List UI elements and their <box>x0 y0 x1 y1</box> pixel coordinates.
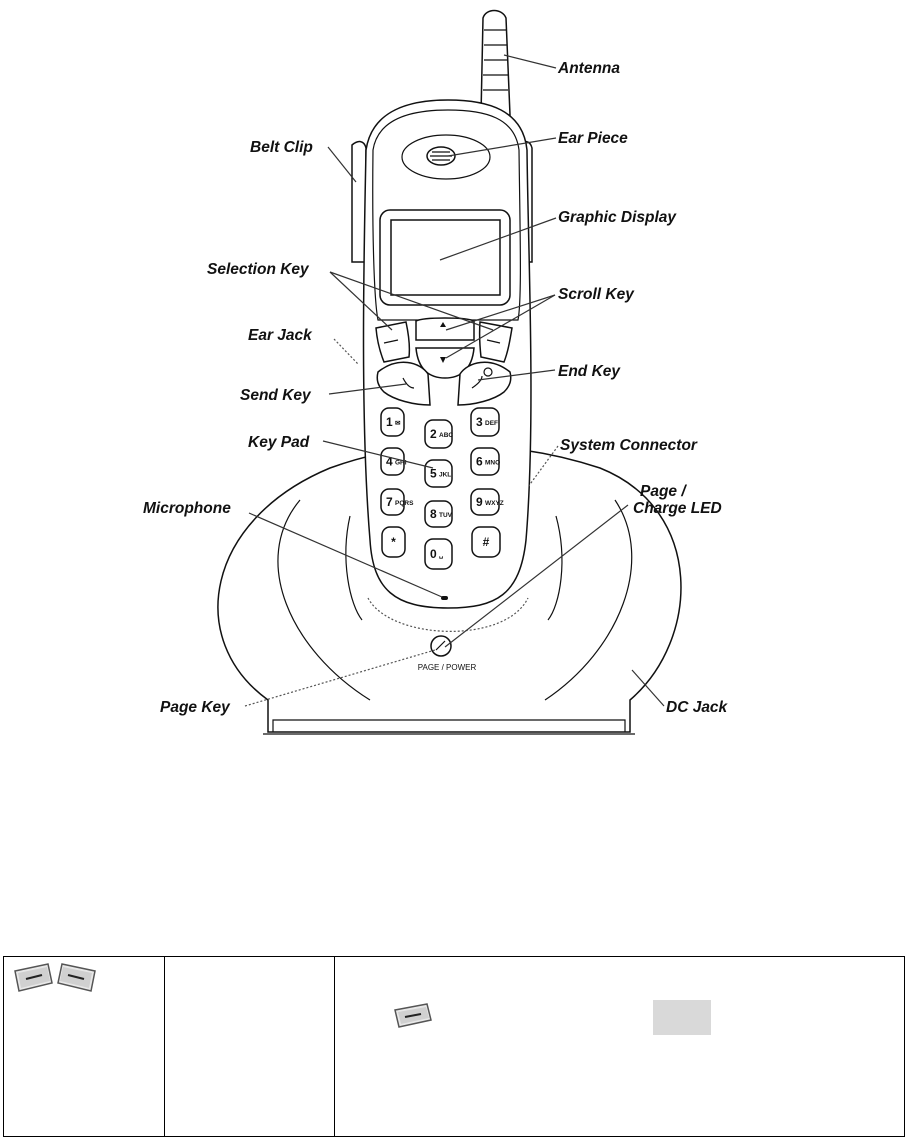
keypad-digit: 2 <box>430 427 437 441</box>
keypad-digit: 0 <box>430 547 437 561</box>
keypad-letters: MNO <box>485 459 501 467</box>
label-graphic-display: Graphic Display <box>558 209 677 226</box>
keypad-key-star <box>382 527 405 557</box>
keypad-digit: 1 <box>386 415 393 429</box>
keypad-key-4 <box>381 448 407 475</box>
keypad-digit: 6 <box>476 454 483 469</box>
label-page-charge-led <box>633 483 722 517</box>
label-antenna: Antenna <box>558 60 620 77</box>
label-ear-jack: Ear Jack <box>248 327 312 344</box>
label-page-charge-led-line2: Charge LED <box>633 500 722 517</box>
keypad-digit: 8 <box>430 507 437 521</box>
keypad-key-6 <box>471 448 500 475</box>
keypad-letters: ✉ <box>395 420 401 427</box>
table-row <box>4 957 905 1137</box>
label-system-connector: System Connector <box>560 437 697 454</box>
keypad-digit: 5 <box>430 466 437 481</box>
keypad-key-hash <box>472 527 500 557</box>
keypad-letters: ABC <box>439 432 454 439</box>
keypad-digit: 7 <box>386 495 393 509</box>
key-description-table <box>3 956 905 1137</box>
page-power-label: PAGE / POWER <box>417 663 477 672</box>
keypad-key-5 <box>425 460 452 487</box>
handset <box>352 11 532 609</box>
keypad-letters: GHI <box>395 459 407 467</box>
page-key-button <box>431 636 451 656</box>
label-ear-piece: Ear Piece <box>558 130 628 147</box>
keypad-digit: # <box>482 535 490 549</box>
label-send-key: Send Key <box>240 387 311 404</box>
label-end-key: End Key <box>558 363 621 380</box>
keypad-key-8 <box>425 501 453 527</box>
soft-key-inline-icon <box>393 1002 433 1028</box>
keypad-digit: 4 <box>386 454 393 469</box>
table-cell-icon <box>4 957 165 1137</box>
keypad-letters: JKL <box>439 471 452 479</box>
table-cell-description <box>335 957 905 1137</box>
soft-key-left-icon <box>15 964 52 991</box>
label-key-pad: Key Pad <box>248 434 310 451</box>
label-dc-jack: DC Jack <box>666 699 728 716</box>
keypad-key-1 <box>381 408 404 436</box>
soft-key-right-icon <box>58 964 95 991</box>
keypad-letters: PQRS <box>395 500 414 507</box>
keypad-key-2 <box>425 420 453 448</box>
keypad-key-0 <box>425 539 452 569</box>
keypad-digit: 9 <box>476 495 483 509</box>
label-selection-key: Selection Key <box>207 261 309 278</box>
table-cell-name <box>165 957 335 1137</box>
highlighted-word-box <box>653 1000 711 1035</box>
label-scroll-key: Scroll Key <box>558 286 634 303</box>
keypad-letters: ␣ <box>439 552 444 559</box>
label-microphone: Microphone <box>143 500 231 517</box>
label-belt-clip: Belt Clip <box>250 139 313 156</box>
keypad-letters: TUV <box>439 512 452 519</box>
keypad-digit: * <box>391 535 396 549</box>
label-page-key: Page Key <box>160 699 230 716</box>
keypad-digit: 3 <box>476 415 483 429</box>
keypad-letters: DEF <box>485 420 498 427</box>
label-page-charge-led-line1: Page / <box>640 483 686 500</box>
keypad-key-3 <box>471 408 499 436</box>
keypad-letters: WXYZ <box>485 500 504 507</box>
